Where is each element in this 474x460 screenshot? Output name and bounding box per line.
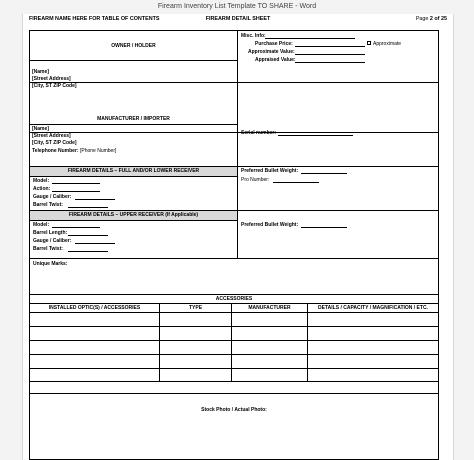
spacer-row [30, 382, 438, 394]
acc-row-5-col-1[interactable] [30, 369, 160, 382]
owner-title: OWNER / HOLDER [111, 43, 156, 49]
owner-street: [Street Address] [32, 76, 71, 82]
acc-row-2-col-1[interactable] [30, 327, 160, 341]
window-title: Firearm Inventory List Template TO SHARE - Word [0, 0, 474, 14]
misc-cell[interactable] [238, 31, 438, 83]
lower-action-line[interactable] [52, 191, 100, 192]
manufacturer-title: MANUFACTURER / IMPORTER [97, 116, 170, 122]
acc-col-3-header [232, 304, 308, 313]
upper-header-cell [30, 211, 238, 221]
lower-right-cell[interactable] [238, 167, 438, 211]
misc-info-line[interactable] [265, 38, 355, 39]
manufacturer-header-cell [30, 115, 238, 125]
acc-row-2-col-2[interactable] [160, 327, 232, 341]
acc-row-4-col-2[interactable] [160, 355, 232, 369]
manufacturer-city: [City, ST ZIP Code] [32, 140, 77, 146]
acc-row-4-col-4[interactable] [308, 355, 438, 369]
upper-twist-line[interactable] [68, 251, 108, 252]
lower-model-line[interactable] [52, 183, 100, 184]
acc-row-2-col-3[interactable] [232, 327, 308, 341]
serial-cell[interactable] [238, 115, 438, 167]
acc-col-4-header [308, 304, 438, 313]
photo-label: Stock Photo / Actual Photo: [201, 407, 267, 413]
misc-info-label: Misc. Info: [241, 33, 266, 39]
acc-row-1-col-1[interactable] [30, 313, 160, 327]
unique-marks-cell[interactable] [30, 259, 438, 295]
detail-grid [29, 30, 439, 460]
lower-bullet-weight-label: Preferred Bullet Weight: [241, 168, 299, 174]
approximate-value-label: Approximate Value: [248, 49, 295, 55]
acc-row-4-col-3[interactable] [232, 355, 308, 369]
page-label: Page [415, 16, 429, 22]
acc-col-4-label: DETAILS / CAPACITY / MAGNIFICATION / ETC. [318, 305, 428, 311]
appraised-value-line[interactable] [295, 62, 365, 63]
upper-bullet-weight-label: Preferred Bullet Weight: [241, 222, 299, 228]
serial-line[interactable] [278, 135, 353, 136]
phone-value: [Phone Number] [79, 148, 117, 154]
approximate-checkbox[interactable] [367, 41, 371, 45]
manufacturer-phone [32, 148, 116, 155]
pro-number-label: Pro Number: [241, 177, 270, 183]
owner-divider [30, 60, 237, 61]
owner-name: [Name] [32, 69, 49, 75]
page-of: 2 of 25 [429, 16, 447, 22]
upper-barrel-length-line[interactable] [68, 235, 108, 236]
approximate-value-line[interactable] [295, 54, 365, 55]
upper-model-label: Model: [33, 222, 50, 228]
manufacturer-street: [Street Address] [32, 133, 71, 139]
acc-row-3-col-3[interactable] [232, 341, 308, 355]
manufacturer-name: [Name] [32, 126, 49, 132]
appraised-value-label: Appraised Value: [255, 57, 296, 63]
acc-row-4-col-1[interactable] [30, 355, 160, 369]
acc-row-1-col-3[interactable] [232, 313, 308, 327]
upper-model-line[interactable] [52, 227, 100, 228]
acc-row-5-col-2[interactable] [160, 369, 232, 382]
lower-twist-line[interactable] [68, 207, 108, 208]
purchase-price-line[interactable] [295, 46, 365, 47]
acc-col-1-header [30, 304, 160, 313]
header-sheet-title: FIREARM DETAIL SHEET [205, 16, 271, 22]
purchase-price-label: Purchase Price: [255, 41, 293, 47]
lower-gauge-label: Gauge / Caliber: [33, 194, 72, 200]
acc-col-2-label: TYPE [188, 305, 203, 311]
upper-right-cell[interactable] [238, 211, 438, 259]
acc-row-2-col-4[interactable] [308, 327, 438, 341]
acc-row-5-col-4[interactable] [308, 369, 438, 382]
upper-cell[interactable] [30, 221, 238, 259]
lower-gauge-line[interactable] [75, 199, 115, 200]
lower-twist-label: Barrel Twist: [33, 202, 63, 208]
lower-bullet-weight-line[interactable] [301, 173, 347, 174]
lower-header-cell [30, 167, 238, 177]
photo-cell[interactable] [30, 394, 438, 459]
upper-gauge-line[interactable] [75, 243, 115, 244]
serial-label: Serial number: [241, 130, 277, 136]
lower-action-label: Action: [33, 186, 51, 192]
accessories-header-cell [30, 295, 438, 304]
acc-row-3-col-1[interactable] [30, 341, 160, 355]
lower-title: FIREARM DETAILS – FULL AND/OR LOWER RECEIVER [67, 168, 200, 174]
acc-col-1-label: INSTALLED OPTIC(S) / ACCESSORIES [48, 305, 141, 311]
manufacturer-cell[interactable] [30, 125, 238, 167]
upper-gauge-label: Gauge / Caliber: [33, 238, 72, 244]
acc-col-2-header [160, 304, 232, 313]
upper-title: FIREARM DETAILS – UPPER RECEIVER (If Applicable) [68, 212, 199, 218]
acc-row-3-col-4[interactable] [308, 341, 438, 355]
acc-col-3-label: MANUFACTURER [248, 305, 291, 311]
header-firearm-name: FIREARM NAME HERE FOR TABLE OF CONTENTS [29, 16, 160, 22]
acc-row-5-col-3[interactable] [232, 369, 308, 382]
approximate-label: Approximate [373, 41, 402, 47]
phone-label: Telephone Number: [32, 148, 79, 154]
upper-barrel-length-label: Barrel Length: [33, 230, 68, 236]
upper-twist-label: Barrel Twist: [33, 246, 63, 252]
owner-city: [City, ST ZIP Code] [32, 83, 77, 89]
document-page[interactable] [22, 14, 454, 460]
acc-row-3-col-2[interactable] [160, 341, 232, 355]
accessories-title: ACCESSORIES [215, 296, 253, 302]
header-page-number [416, 16, 447, 22]
lower-cell[interactable] [30, 177, 238, 211]
acc-row-1-col-4[interactable] [308, 313, 438, 327]
unique-marks-label: Unique Marks: [33, 261, 68, 267]
pro-number-line[interactable] [273, 182, 319, 183]
upper-bullet-weight-line[interactable] [301, 227, 347, 228]
acc-row-1-col-2[interactable] [160, 313, 232, 327]
lower-model-label: Model: [33, 178, 50, 184]
